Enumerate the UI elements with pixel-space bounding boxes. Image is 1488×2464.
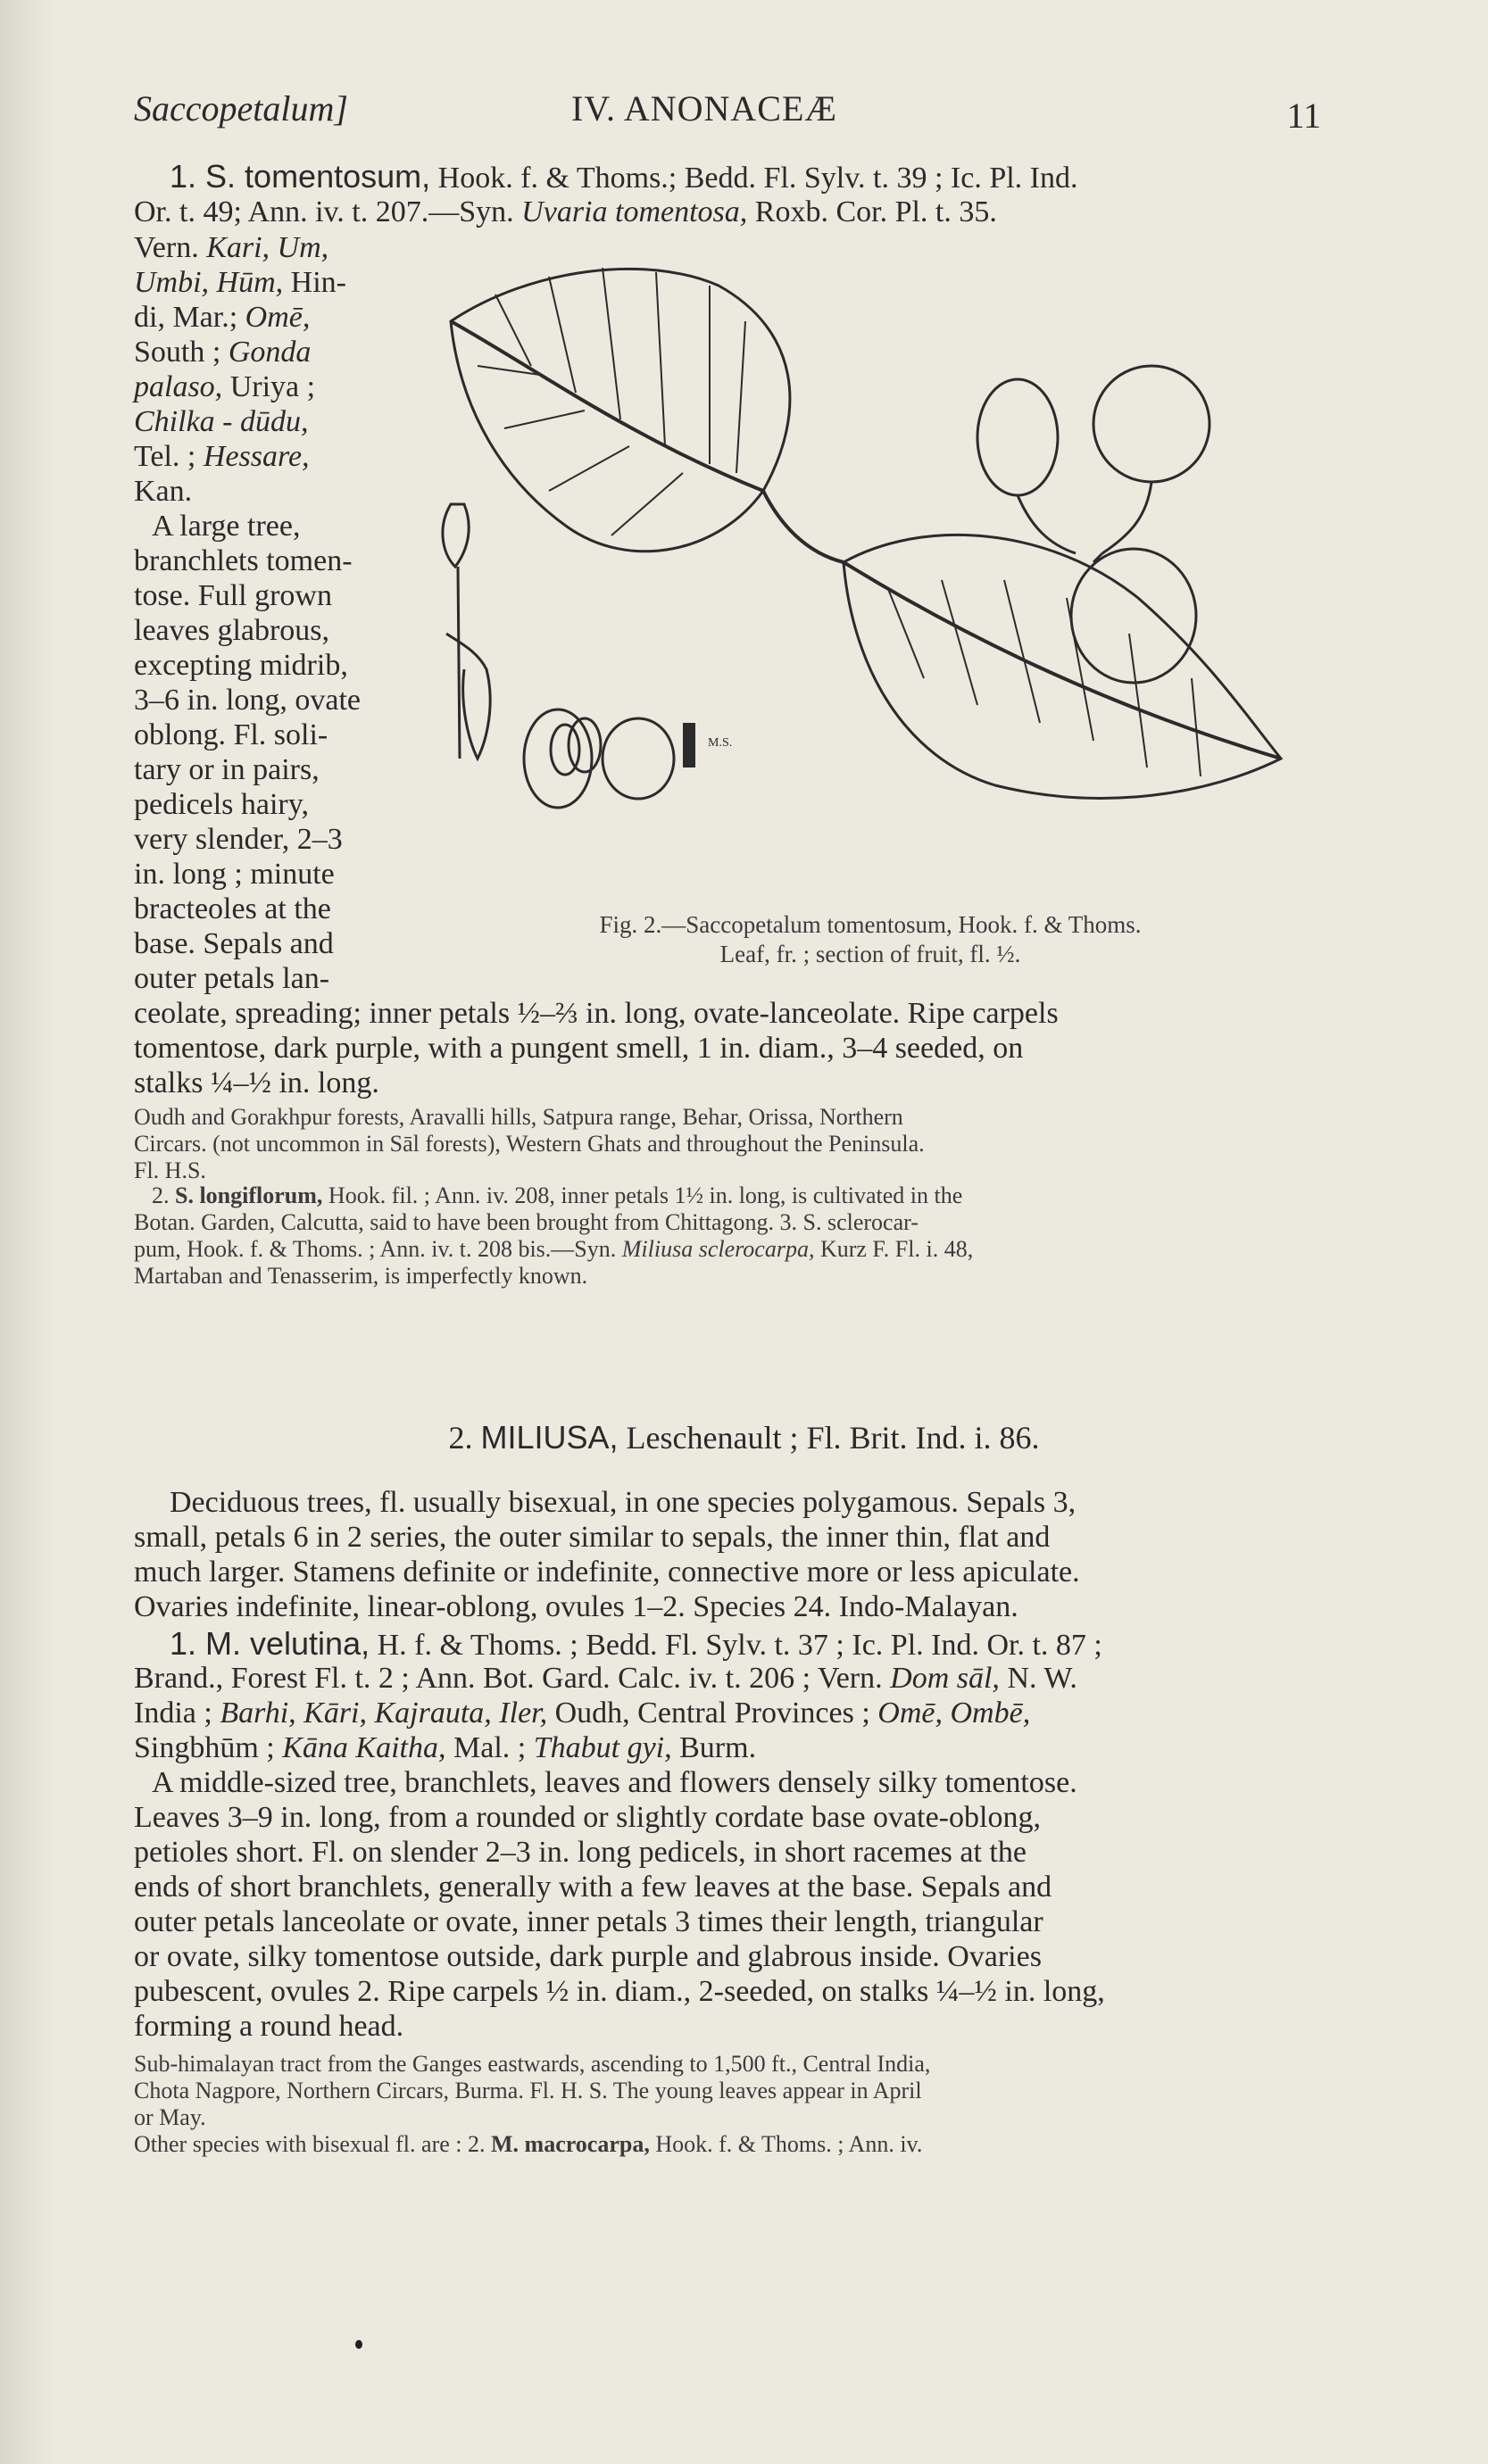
fruit-left	[977, 379, 1058, 495]
entry1-heading: 1. S. tomentosum, Hook. f. & Thoms.; Bedd. Fl. Sylv. t. 39 ; Ic. Pl. Ind.	[170, 158, 1078, 195]
entry2-description	[134, 1765, 1321, 2044]
ink-speck	[355, 2340, 362, 2349]
leaf-outline	[451, 269, 790, 551]
description-line: forming a round head.	[134, 2010, 404, 2043]
botanical-figure	[424, 259, 1317, 884]
description-line: petioles short. Fl. on slender 2–3 in. long pedicels, in short racemes at the	[134, 1836, 1027, 1869]
running-header	[134, 87, 1321, 141]
entry2-ref-line2: Brand., Forest Fl. t. 2 ; Ann. Bot. Gard. Calc. iv. t. 206 ; Vern. Dom sāl, N. W.	[134, 1662, 1077, 1695]
header-family: IV. ANONACEÆ	[571, 88, 837, 129]
left-column-line: di, Mar.; Omē,	[134, 301, 311, 334]
entry1-left-column	[134, 230, 402, 996]
description-line: ceolate, spreading; inner petals ½–⅔ in. long, ovate-lanceolate. Ripe carpels	[134, 997, 1059, 1030]
description-line: outer petals lanceolate or ovate, inner petals 3 times their length, triangular	[134, 1905, 1043, 1938]
distribution-line: or May.	[134, 2104, 206, 2130]
leaf-fruit-illustration	[424, 259, 1317, 884]
genus-line: Ovaries indefinite, linear-oblong, ovules 1–2. Species 24. Indo-Malayan.	[134, 1590, 1018, 1623]
second-leaf-outline	[844, 535, 1281, 798]
left-column-line: 3–6 in. long, ovate	[134, 684, 362, 717]
left-column-line: palaso, Uriya ;	[134, 370, 316, 403]
entry1-distribution	[134, 1104, 1321, 1184]
left-column-line: bracteoles at the	[134, 892, 331, 925]
fruit-section-right	[603, 718, 674, 799]
left-column-line: outer petals lan-	[134, 962, 330, 995]
genus-line: much larger. Stamens definite or indefinite, connective more or less apiculate.	[134, 1556, 1080, 1589]
left-column-line: Vern. Kari, Um,	[134, 231, 329, 264]
description-line: stalks ¼–½ in. long.	[134, 1066, 379, 1099]
description-line: Leaves 3–9 in. long, from a rounded or slightly cordate base ovate-oblong,	[134, 1801, 1041, 1834]
left-column-line: pedicels hairy,	[134, 788, 310, 821]
genus-description	[134, 1485, 1321, 1624]
left-column-line: oblong. Fl. soli-	[134, 718, 328, 751]
genus-line: Deciduous trees, fl. usually bisexual, in one species polygamous. Sepals 3,	[170, 1486, 1077, 1519]
description-line: pubescent, ovules 2. Ripe carpels ½ in. diam., 2-seeded, on stalks ¼–½ in. long,	[134, 1975, 1105, 2008]
description-line: ends of short branchlets, generally with a few leaves at the base. Sepals and	[134, 1871, 1052, 1904]
distribution-line: Oudh and Gorakhpur forests, Aravalli hills, Satpura range, Behar, Orissa, Northern	[134, 1104, 903, 1130]
distribution-line: Fl. H.S.	[134, 1157, 206, 1183]
description-line: or ovate, silky tomentose outside, dark purple and glabrous inside. Ovaries	[134, 1940, 1042, 1973]
fruit-top	[1093, 366, 1210, 482]
left-column-line: A large tree,	[152, 510, 301, 543]
left-column-line: Kan.	[134, 475, 193, 508]
other-species-line: pum, Hook. f. & Thoms. ; Ann. iv. t. 208 bis.—Syn. Miliusa sclerocarpa, Kurz F. Fl. i. 48,	[134, 1236, 974, 1262]
left-column-line: South ; Gonda	[134, 336, 312, 369]
left-column-line: leaves glabrous,	[134, 614, 330, 647]
entry1-description-continued	[134, 996, 1321, 1100]
species-name-velutina: 1. M. velutina,	[170, 1625, 370, 1662]
description-line: tomentose, dark purple, with a pungent smell, 1 in. diam., 3–4 seeded, on	[134, 1032, 1024, 1065]
left-column-line: Tel. ; Hessare,	[134, 440, 310, 473]
other-saccopetalum-species	[134, 1182, 1321, 1290]
left-column-line: Chilka - dūdu,	[134, 405, 309, 438]
left-column-line: base. Sepals and	[134, 927, 334, 960]
genus-line: small, petals 6 in 2 series, the outer similar to sepals, the inner thin, flat and	[134, 1521, 1051, 1554]
other-species-line: 2. S. longiflorum, Hook. fil. ; Ann. iv. 208, inner petals 1½ in. long, is cultivated in the	[152, 1182, 963, 1208]
left-column-line: tose. Full grown	[134, 579, 332, 612]
other-species-line: Martaban and Tenasserim, is imperfectly known.	[134, 1263, 588, 1289]
entry2-other-species: Other species with bisexual fl. are : 2. M. macrocarpa, Hook. f. & Thoms. ; Ann. iv.	[134, 2131, 923, 2157]
flower-bud	[443, 504, 469, 567]
distribution-line: Chota Nagpore, Northern Circars, Burma. Fl. H. S. The young leaves appear in April	[134, 2078, 922, 2103]
left-column-line: very slender, 2–3	[134, 823, 343, 856]
left-column-line: branchlets tomen-	[134, 544, 353, 577]
page-number: 11	[1286, 95, 1321, 136]
distribution-line: Sub-himalayan tract from the Ganges eastwards, ascending to 1,500 ft., Central India,	[134, 2051, 931, 2077]
entry1-reference: Or. t. 49; Ann. iv. t. 207.—Syn. Uvaria tomentosa, Roxb. Cor. Pl. t. 35.	[134, 195, 997, 228]
left-column-line: tary or in pairs,	[134, 753, 320, 786]
header-genus: Saccopetalum]	[134, 88, 348, 129]
description-line: A middle-sized tree, branchlets, leaves and flowers densely silky tomentose.	[152, 1766, 1077, 1799]
entry2-heading: 1. M. velutina, H. f. & Thoms. ; Bedd. Fl. Sylv. t. 37 ; Ic. Pl. Ind. Or. t. 87 ;	[170, 1625, 1102, 1662]
figure-caption: Fig. 2.—Saccopetalum tomentosum, Hook. f. & Thoms. Leaf, fr. ; section of fruit, fl. ½.	[599, 911, 1142, 967]
page-edge-shadow	[0, 0, 54, 2464]
left-column-line: excepting midrib,	[134, 649, 348, 682]
engraver-mark: M.S.	[708, 736, 733, 750]
entry2-distribution	[134, 2051, 1321, 2131]
other-species-line: Botan. Garden, Calcutta, said to have been brought from Chittagong. 3. S. sclerocar-	[134, 1209, 919, 1235]
entry2-ref-line4: Singbhūm ; Kāna Kaitha, Mal. ; Thabut gyi, Burm.	[134, 1731, 757, 1764]
left-column-line: Umbi, Hūm, Hin-	[134, 266, 346, 299]
distribution-line: Circars. (not uncommon in Sāl forests), Western Ghats and throughout the Peninsula.	[134, 1131, 925, 1157]
genus-name: MILIUSA,	[480, 1419, 619, 1456]
genus-heading: 2. MILIUSA, Leschenault ; Fl. Brit. Ind. i. 86.	[448, 1419, 1040, 1456]
entry2-ref-line3: India ; Barhi, Kāri, Kajrauta, Iler, Oudh, Central Provinces ; Omē, Ombē,	[134, 1697, 1031, 1730]
species-name: 1. S. tomentosum,	[170, 158, 431, 195]
fruit-section-left	[524, 709, 592, 808]
left-column-line: in. long ; minute	[134, 858, 335, 891]
